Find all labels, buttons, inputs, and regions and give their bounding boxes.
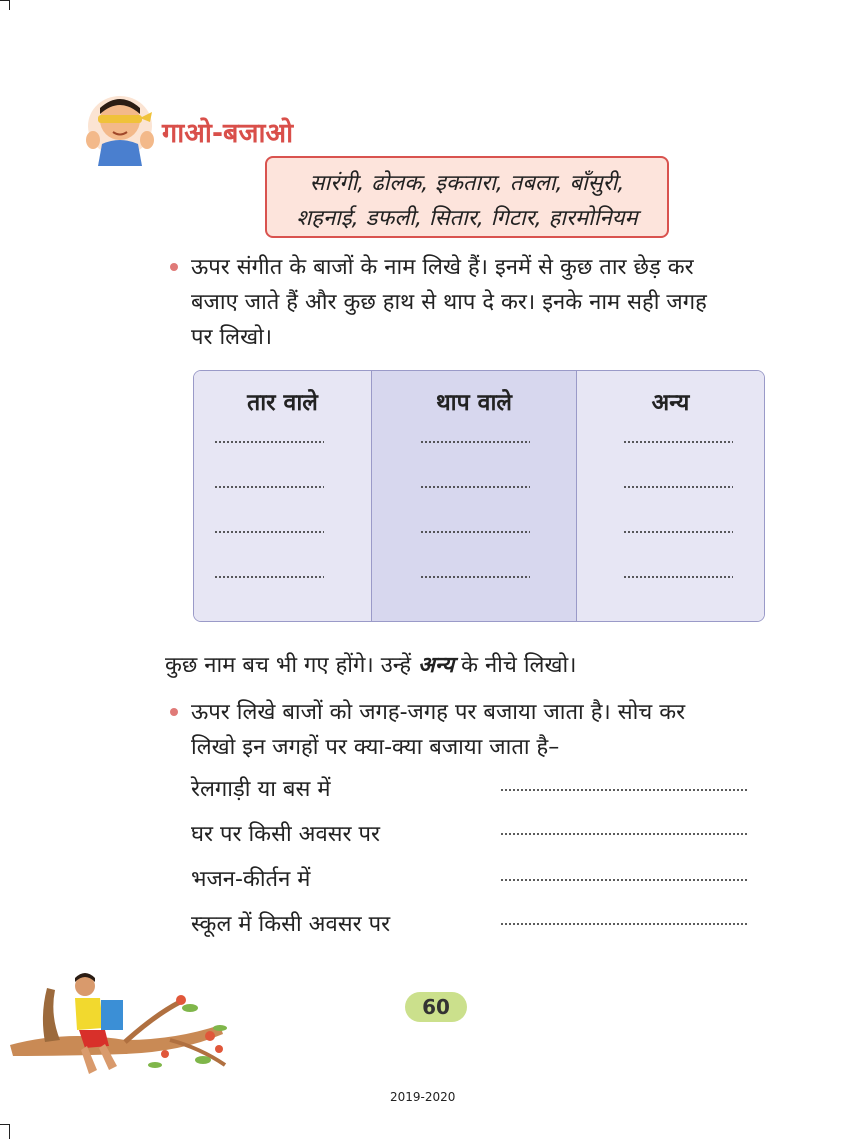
blank-answer-line[interactable] <box>214 441 324 443</box>
place-label: भजन-कीर्तन में <box>191 867 311 892</box>
column-header: तार वाले <box>247 390 318 416</box>
column-header: अन्य <box>651 390 690 416</box>
blank-answer-line[interactable] <box>623 441 733 443</box>
blank-answer-line[interactable] <box>623 486 733 488</box>
bullet-icon <box>170 263 178 271</box>
instruction-line: बजाए जाते हैं और कुछ हाथ से थाप दे कर। इनके नाम सही जगह <box>191 290 707 315</box>
blank-answer-line[interactable] <box>500 833 748 835</box>
instrument-list-line: सारंगी, ढोलक, इकतारा, तबला, बाँसुरी, <box>309 171 625 196</box>
blank-answer-line[interactable] <box>500 879 748 881</box>
bullet-icon <box>170 708 178 716</box>
instrument-category-table <box>193 370 765 622</box>
blindfolded-child-icon <box>80 88 160 168</box>
instrument-list-box <box>265 156 669 238</box>
blank-answer-line[interactable] <box>420 441 530 443</box>
blank-answer-line[interactable] <box>214 531 324 533</box>
blank-answer-line[interactable] <box>214 486 324 488</box>
instruction-paragraph <box>191 695 685 765</box>
instruction-paragraph <box>191 250 707 355</box>
note-text-end: के नीचे लिखो। <box>454 653 577 678</box>
crop-mark <box>9 0 10 10</box>
blank-answer-line[interactable] <box>420 576 530 578</box>
table-column-string <box>194 371 372 621</box>
place-label: स्कूल में किसी अवसर पर <box>191 912 391 937</box>
note-emphasis: अन्य <box>418 653 455 678</box>
instruction-line: पर लिखो। <box>191 325 273 350</box>
blank-answer-line[interactable] <box>623 576 733 578</box>
blank-answer-line[interactable] <box>500 789 748 791</box>
column-header: थाप वाले <box>435 390 513 416</box>
edition-year: 2019-2020 <box>390 1090 456 1104</box>
crop-mark <box>9 1124 10 1139</box>
child-reading-on-branch-illustration <box>5 970 255 1090</box>
blank-answer-line[interactable] <box>420 531 530 533</box>
note-text <box>165 648 576 683</box>
place-label: रेलगाड़ी या बस में <box>191 777 331 802</box>
instrument-list-line: शहनाई, डफली, सितार, गिटार, हारमोनियम <box>296 206 638 231</box>
note-text-start: कुछ नाम बच भी गए होंगे। उन्हें <box>165 653 419 678</box>
blank-answer-line[interactable] <box>500 923 748 925</box>
blank-answer-line[interactable] <box>214 576 324 578</box>
table-column-percussion <box>372 371 577 621</box>
blank-answer-line[interactable] <box>623 531 733 533</box>
place-label: घर पर किसी अवसर पर <box>191 822 381 847</box>
section-heading: गाओ-बजाओ <box>162 118 294 149</box>
blank-answer-line[interactable] <box>420 486 530 488</box>
table-column-other <box>577 371 764 621</box>
page-number-badge: 60 <box>405 992 467 1022</box>
instruction-line: लिखो इन जगहों पर क्या-क्या बजाया जाता है– <box>191 735 560 760</box>
instruction-line: ऊपर संगीत के बाजों के नाम लिखे हैं। इनमें से कुछ तार छेड़ कर <box>191 255 694 280</box>
instruction-line: ऊपर लिखे बाजों को जगह-जगह पर बजाया जाता है। सोच कर <box>191 700 686 725</box>
